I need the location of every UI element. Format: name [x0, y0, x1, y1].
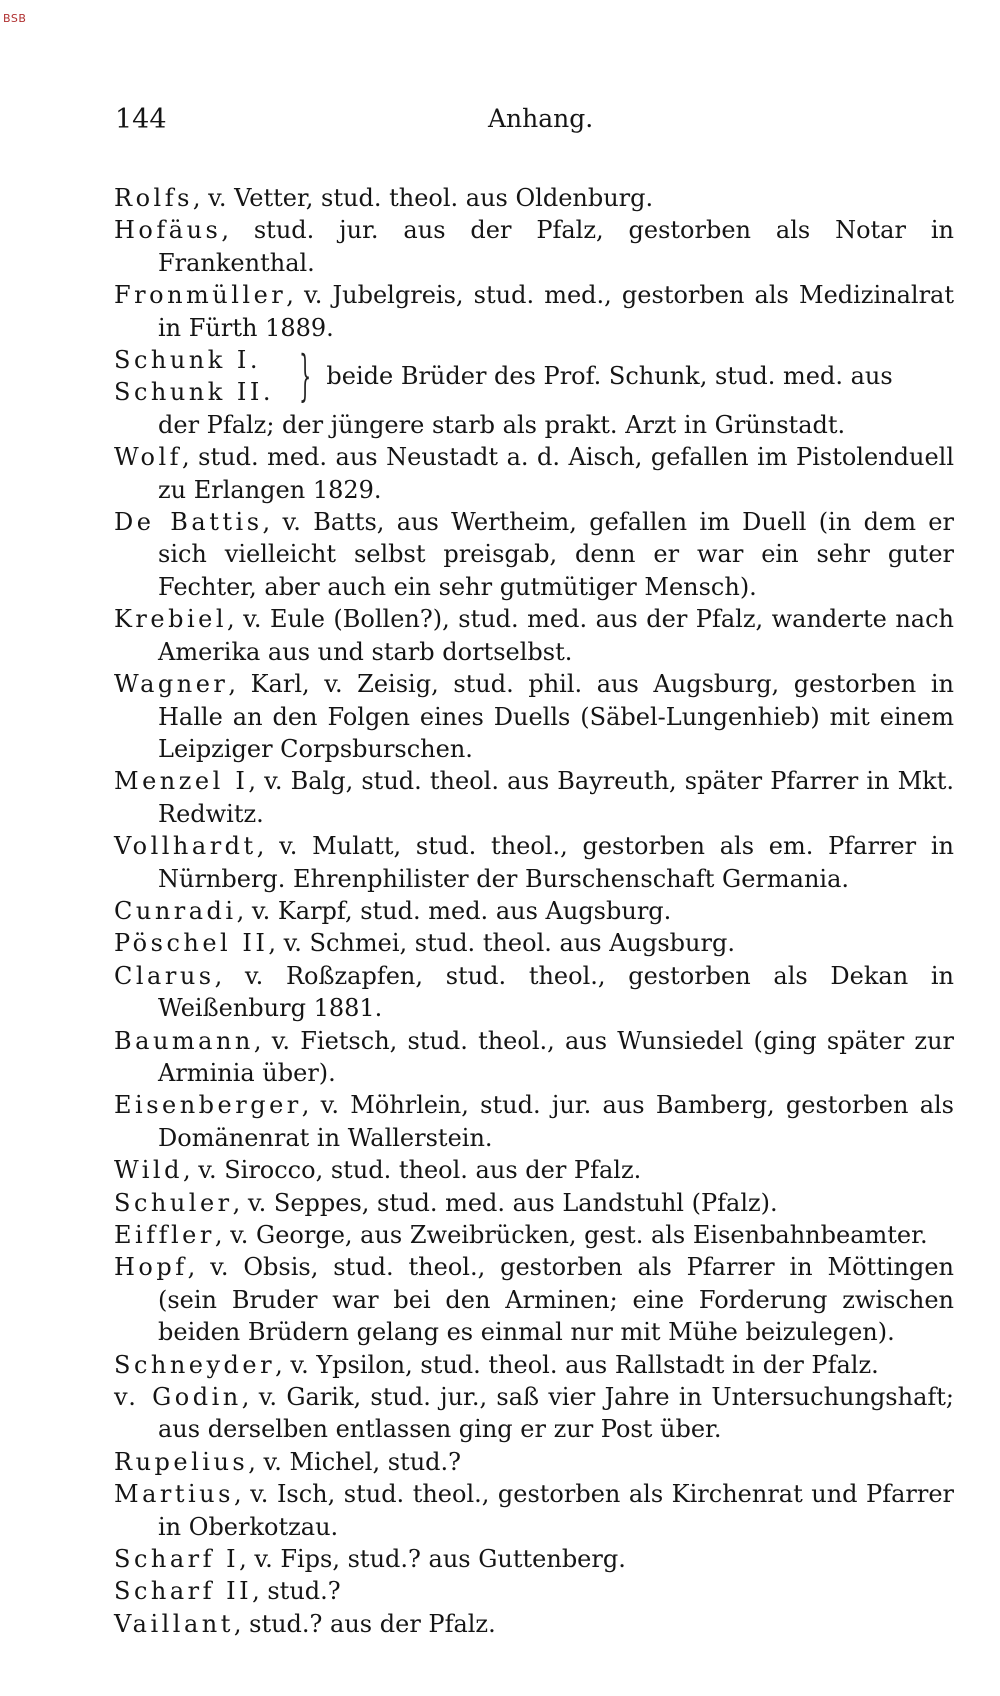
list-item: [114, 960, 954, 1025]
entries-after: [114, 441, 954, 1640]
entry-name: v. Godin: [114, 1383, 242, 1412]
entry-name: Menzel I: [114, 767, 249, 796]
entry-name: Scharf II: [114, 1577, 253, 1606]
entry-text: , v. Sirocco, stud. theol. aus der Pfalz.: [182, 1156, 642, 1185]
entry-name: Eisenberger: [114, 1091, 302, 1120]
entry-name: Scharf I: [114, 1545, 240, 1574]
list-item: [114, 830, 954, 895]
list-item: [114, 1187, 954, 1219]
entry-text: , v. Eule (Bollen?), stud. med. aus der Pfalz, wanderte nach Amerika aus und starb dortselbst.: [158, 605, 954, 666]
entry-text: , v. Isch, stud. theol., gestorben als Kirchenrat und Pfarrer in Oberkotzau.: [158, 1480, 954, 1541]
entry-list: [114, 182, 954, 1640]
list-item: [114, 1349, 954, 1381]
entry-name: Schuler: [114, 1188, 233, 1217]
list-item: [114, 1219, 954, 1251]
list-item: [114, 1154, 954, 1186]
entry-name: Vaillant: [114, 1609, 234, 1638]
library-watermark: BSB: [3, 12, 27, 25]
entry-text: , v. Ypsilon, stud. theol. aus Rallstadt in der Pfalz.: [275, 1350, 879, 1379]
list-item: [114, 279, 954, 344]
list-item: [114, 1025, 954, 1090]
entry-name: Cunradi: [114, 896, 237, 925]
entry-name: Schunk II.: [114, 378, 275, 407]
list-item: [114, 668, 954, 765]
entry-text: , stud.? aus der Pfalz.: [233, 1609, 496, 1638]
entry-name: De Battis: [114, 508, 263, 537]
list-item: [114, 895, 954, 927]
entry-name: Martius: [114, 1480, 234, 1509]
list-item: [114, 1381, 954, 1446]
list-item: [114, 603, 954, 668]
bracket-entry: [114, 344, 954, 441]
entry-name: Hofäus: [114, 216, 222, 245]
entry-text: , v. Garik, stud. jur., saß vier Jahre in Untersuchungshaft; aus derselben entlassen ging er zur Post über.: [158, 1383, 954, 1444]
entry-text: , stud. jur. aus der Pfalz, gestorben als Notar in Frankenthal.: [158, 216, 954, 277]
entry-text: , v. Obsis, stud. theol., gestorben als Pfarrer in Möttingen (sein Bruder war bei den Arminen; eine Forderung zwischen beiden Brüdern gelang es einmal nur mit Mühe beizulegen).: [158, 1253, 954, 1347]
entry-text: , v. Batts, aus Wertheim, gefallen im Duell (in dem er sich vielleicht selbst preisgab, denn er war ein sehr guter Fechter, aber auch ein sehr gutmütiger Mensch).: [158, 508, 954, 601]
entry-text: , v. Schmei, stud. theol. aus Augsburg.: [268, 929, 735, 958]
entry-name: Pöschel II: [114, 929, 269, 958]
list-item: [114, 441, 954, 506]
entry-name: Fronmüller: [114, 281, 287, 310]
list-item: [114, 927, 954, 959]
list-item: [114, 1543, 954, 1575]
list-item: [114, 1608, 954, 1640]
list-item: [114, 1251, 954, 1348]
entry-name: Wolf: [114, 443, 183, 472]
list-item: [114, 214, 954, 279]
entry-name: Wild: [114, 1156, 183, 1185]
entry-name: Vollhardt: [114, 832, 257, 861]
entry-text: , v. Jubelgreis, stud. med., gestorben als Medizinalrat in Fürth 1889.: [158, 281, 954, 342]
list-item: [114, 765, 954, 830]
entry-text: beide Brüder des Prof. Schunk, stud. med. aus: [326, 362, 893, 391]
list-item: [114, 506, 954, 603]
list-item: [114, 1089, 954, 1154]
entry-text: , v. Karpf, stud. med. aus Augsburg.: [236, 896, 672, 925]
entry-name: Hopf: [114, 1253, 188, 1282]
entry-text: , Karl, v. Zeisig, stud. phil. aus Augsburg, gestorben in Halle an den Folgen eines Duells (Säbel-Lungenhieb) mit einem Leipziger Corpsburschen.: [158, 670, 954, 763]
entry-text: , stud.?: [252, 1577, 341, 1606]
entry-text: , v. Fips, stud.? aus Guttenberg.: [239, 1545, 626, 1574]
entry-name: Eiffler: [114, 1221, 215, 1249]
entry-name: Rolfs: [114, 184, 193, 212]
list-item: [114, 1575, 954, 1607]
entry-name: Schunk I.: [114, 346, 262, 375]
list-item: [114, 1446, 954, 1478]
entry-text: , v. Balg, stud. theol. aus Bayreuth, später Pfarrer in Mkt. Redwitz.: [158, 767, 954, 828]
entries-before: [114, 182, 954, 344]
entry-text: , v. Vetter, stud. theol. aus Oldenburg.: [192, 184, 654, 212]
entry-name: Krebiel: [114, 605, 228, 634]
entry-text: , v. Möhrlein, stud. jur. aus Bamberg, gestorben als Domänenrat in Wallerstein.: [158, 1091, 954, 1152]
entry-text: , v. Roßzapfen, stud. theol., gestorben als Dekan in Weißenburg 1881.: [158, 961, 954, 1023]
entry-name: Rupelius: [114, 1447, 249, 1476]
curly-brace-icon: }: [299, 344, 312, 408]
entry-text: , v. Mulatt, stud. theol., gestorben als em. Pfarrer in Nürnberg. Ehrenphilister der Burschenschaft Germania.: [158, 832, 954, 893]
entry-text: der Pfalz; der jüngere starb als prakt. Arzt in Grünstadt.: [158, 410, 846, 439]
entry-text: , v. George, aus Zweibrücken, gest. als Eisenbahnbeamter.: [214, 1221, 928, 1249]
entry-text: , v. Seppes, stud. med. aus Landstuhl (Pfalz).: [232, 1188, 778, 1217]
running-head: Anhang.: [488, 104, 594, 133]
list-item: [114, 182, 954, 214]
entry-text: , v. Michel, stud.?: [248, 1447, 462, 1476]
entry-name: Clarus: [114, 961, 215, 990]
list-item: [114, 1478, 954, 1543]
entry-text: , v. Fietsch, stud. theol., aus Wunsiedel (ging später zur Arminia über).: [158, 1026, 954, 1087]
entry-name: Baumann: [114, 1026, 254, 1055]
page-number: 144: [115, 104, 167, 135]
entry-name: Wagner: [114, 670, 229, 699]
entry-text: , stud. med. aus Neustadt a. d. Aisch, gefallen im Pistolenduell zu Erlangen 1829.: [158, 443, 954, 504]
entry-name: Schneyder: [114, 1350, 276, 1379]
